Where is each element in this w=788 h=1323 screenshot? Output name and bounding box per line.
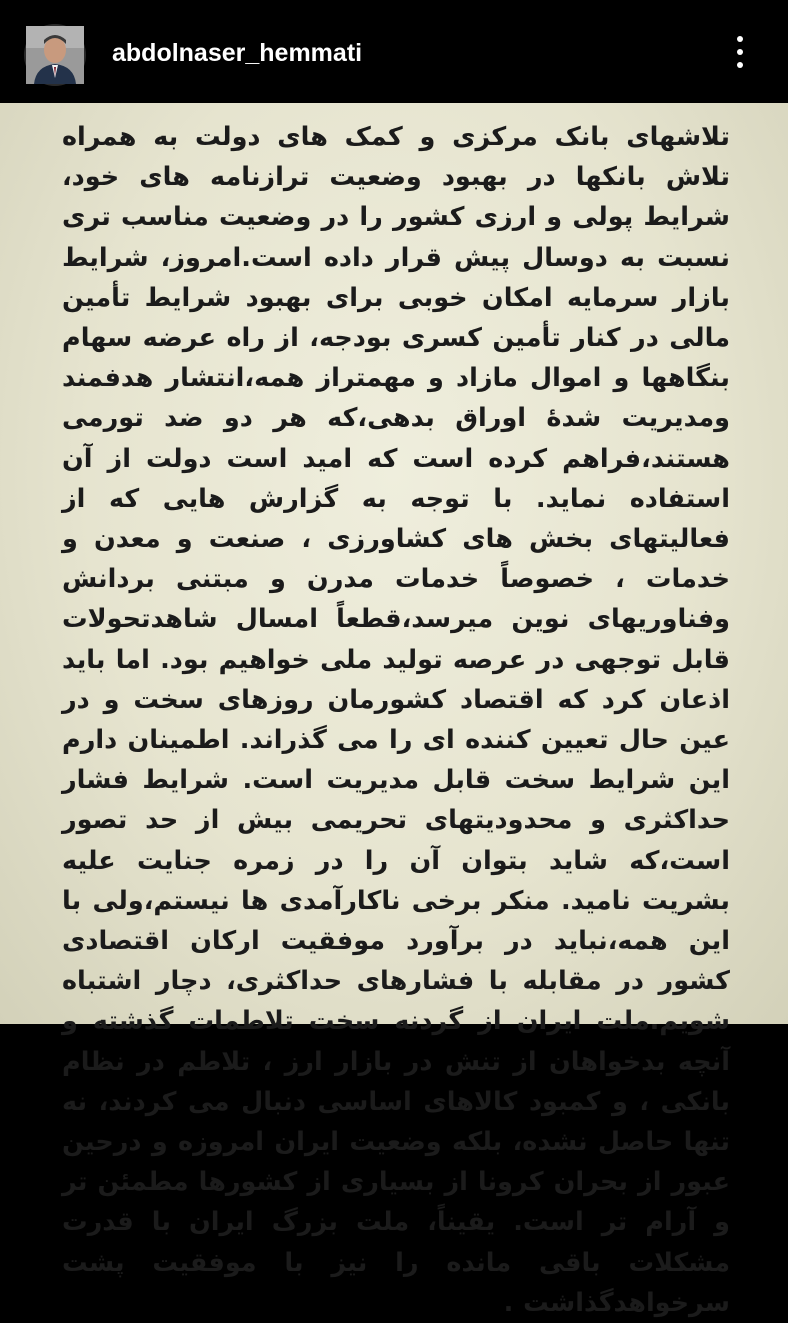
more-options-icon[interactable] xyxy=(722,30,758,74)
profile-avatar[interactable] xyxy=(24,24,86,86)
username[interactable]: abdolnaser_hemmati xyxy=(112,39,363,67)
post-image xyxy=(0,103,788,1318)
profile-photo-icon xyxy=(26,26,84,84)
post-text: تلاشهای بانک مرکزی و کمک های دولت به همراه تلاش بانکها در بهبود وضعیت ترازنامه های خود، شرایط پولی و ارزی کشور را در وضعیت مناسب تری نسبت به دوسال پیش قرار داده است.امروز، شرایط بازار سرمایه امکان خوبی برای بهبود شرایط تأمین مالی در کنار تأمین کسری بودجه، از راه عرضه سهام بنگاهها و اموال مازاد و مهمتراز همه،انتشار هدفمند ومدیریت شدهٔ اوراق بدهی،که هر دو ضد تورمی هستند،فراهم کرده است که امید است دولت از آن استفاده نماید. با توجه به گزارش هایی که از فعالیتهای بخش های کشاورزی ، صنعت و معدن و خدمات ، خصوصاً خدمات مدرن و مبتنی بردانش وفناوریهای نوین میرسد،قطعاً امسال شاهدتحولات قابل توجهی در عرصه تولید ملی خواهیم بود. اما باید اذعان کرد که اقتصاد کشورمان روزهای سخت و در عین حال تعیین کننده ای را می گذراند. اطمینان دارم این شرایط سخت قابل مدیریت است. شرایط فشار حداکثری و محدودیتهای تحریمی بیش از حد تصور است،که شاید بتوان آن را در زمره جنایت علیه بشریت نامید. منکر برخی ناکارآمدی ها نیستم،ولی با این همه،نباید در برآورد موفقیت ارکان اقتصادی کشور در مقابله با فشارهای حداکثری، دچار اشتباه شویم.ملت ایران از گردنه سخت تلاطمات گذشته و آنچه بدخواهان از تنش در بازار ارز ، تلاطم در نظام بانکی ، و کمبود کالاهای اساسی دنبال می کردند، نه تنها حاصل نشده، بلکه وضعیت ایران امروزه و درحین عبور از بحران کرونا از بسیاری از کشورها مطمئن تر و آرام تر است. یقیناً، ملت بزرگ ایران با قدرت مشکلات باقی مانده را نیز با موفقیت پشت سرخواهدگذاشت . xyxy=(62,122,730,1318)
post-header xyxy=(0,0,788,103)
